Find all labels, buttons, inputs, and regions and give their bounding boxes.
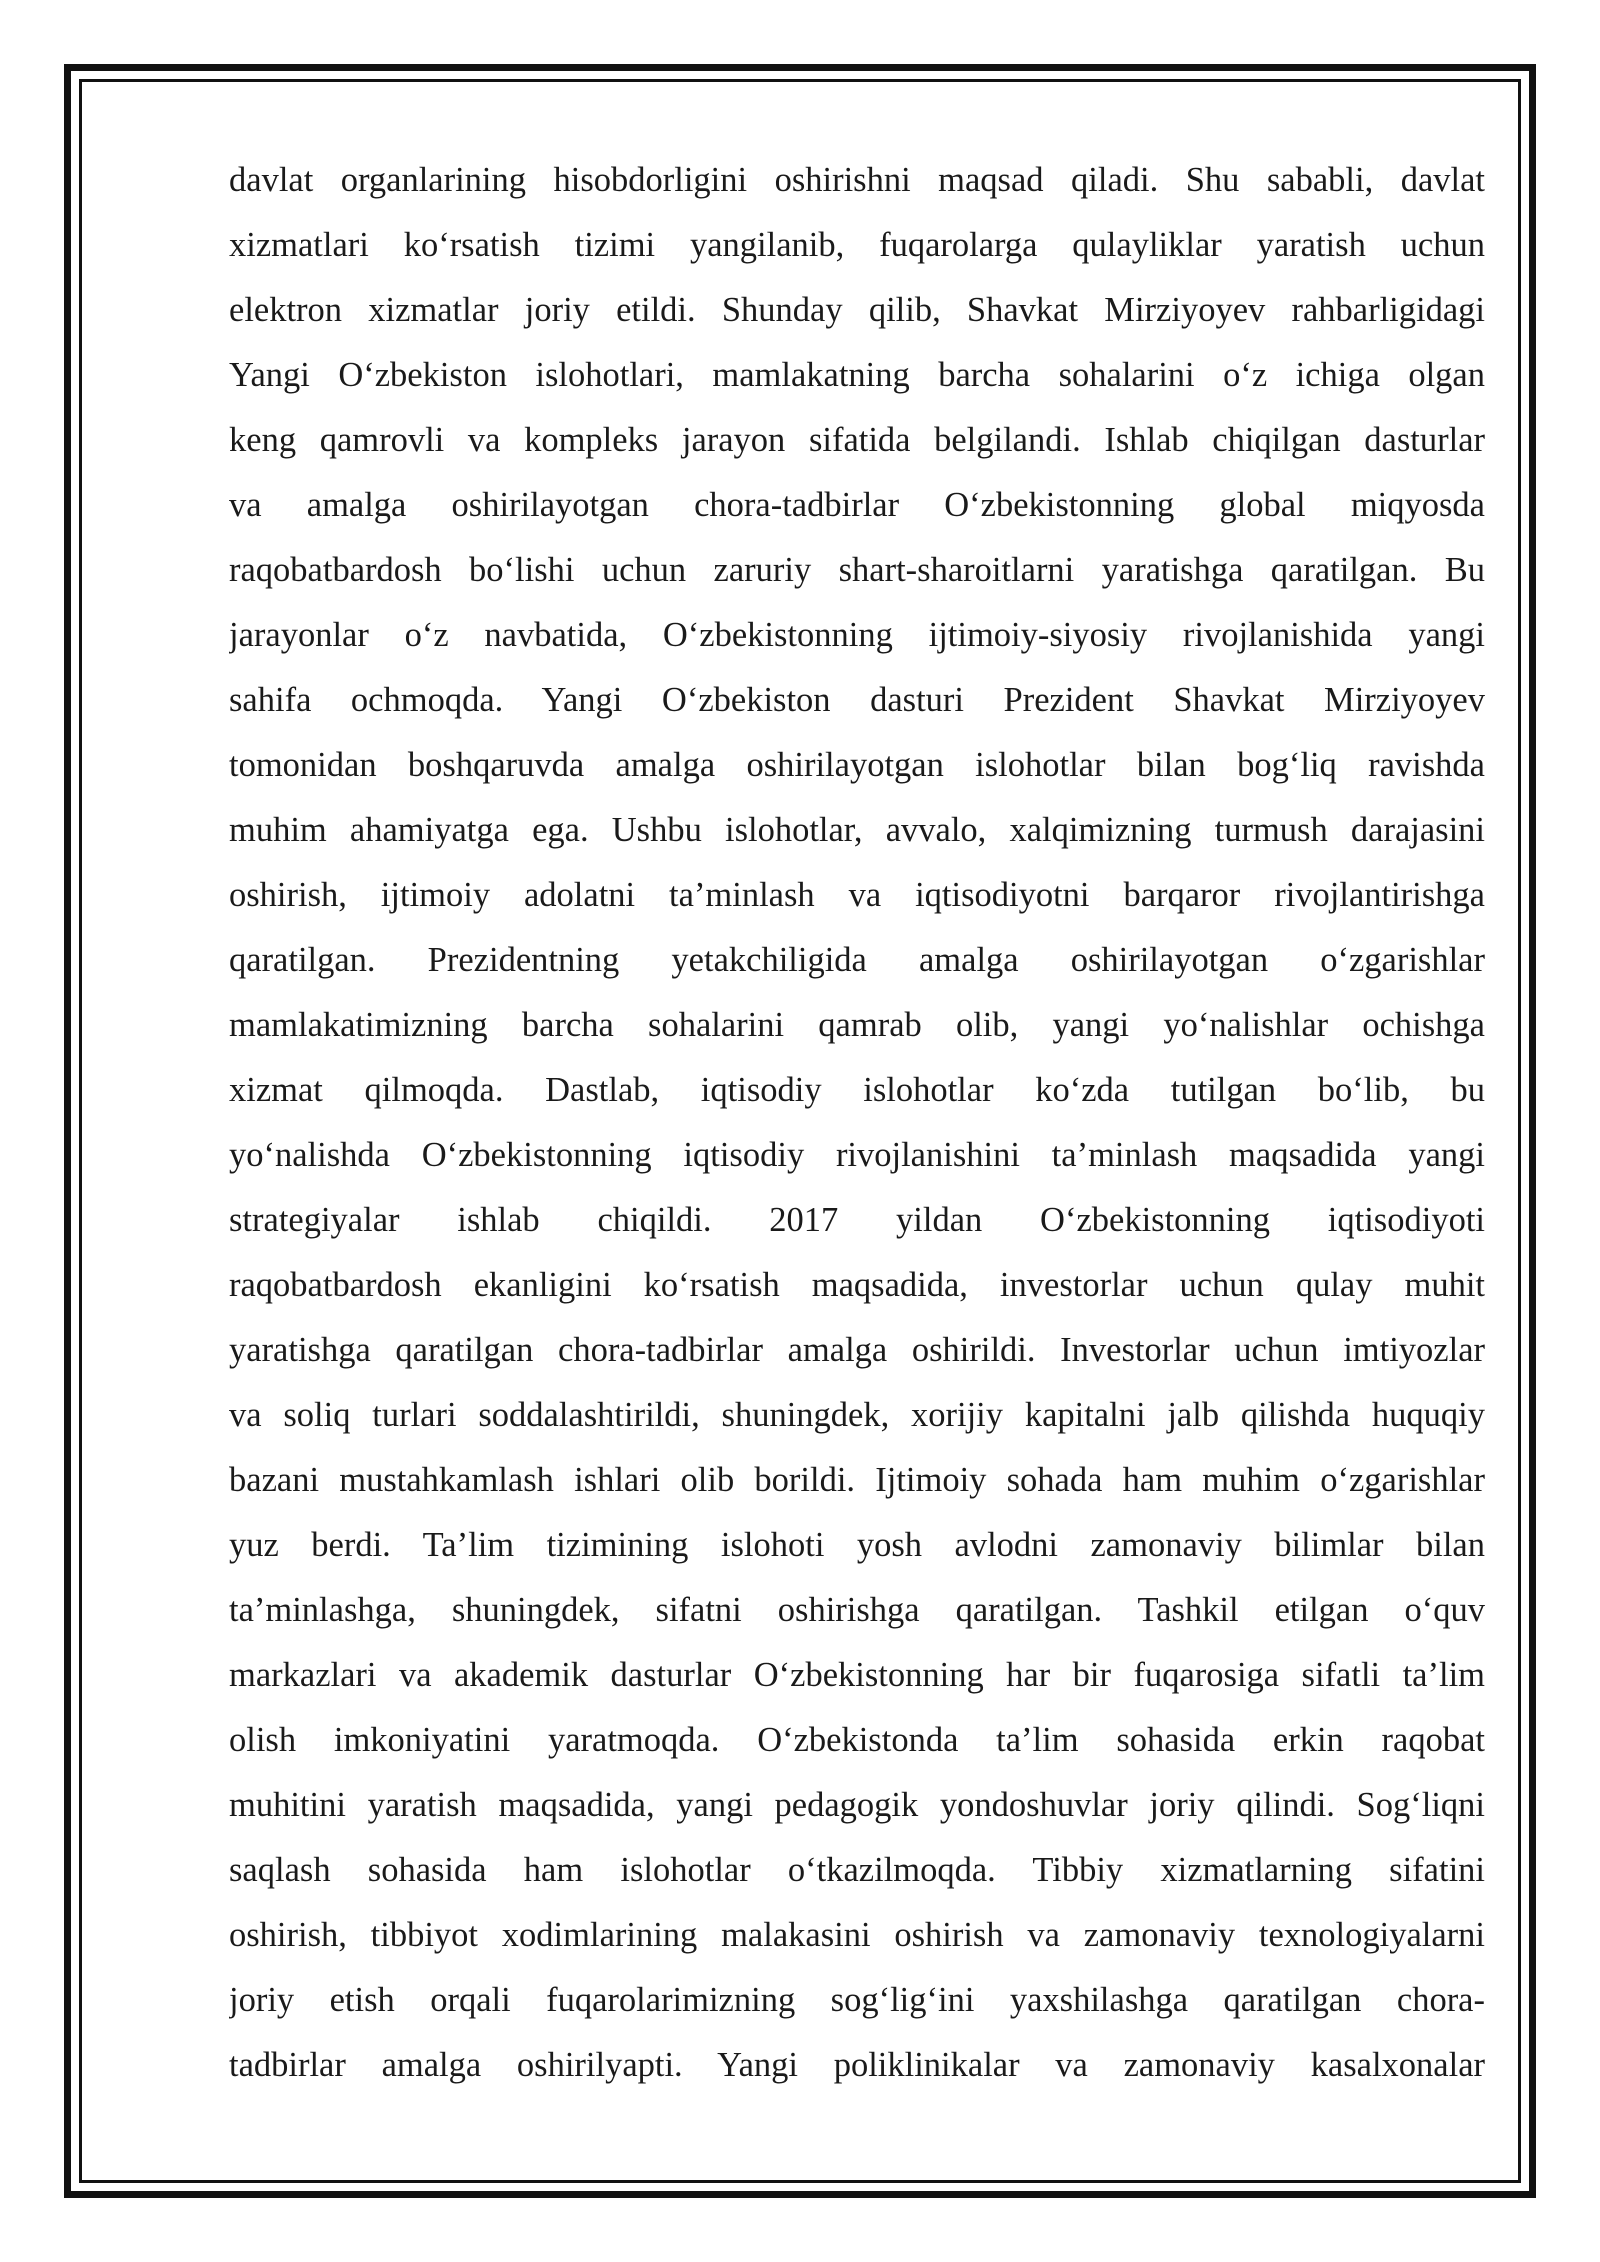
- text-line: yaratishga qaratilgan chora-tadbirlar amalga oshirildi. Investorlar uchun imtiyozlar: [229, 1331, 1485, 1369]
- text-line: va amalga oshirilayotgan chora-tadbirlar O‘zbekistonning global miqyosda: [229, 486, 1485, 524]
- text-line: tomonidan boshqaruvda amalga oshirilayotgan islohotlar bilan bog‘liq ravishda: [229, 746, 1485, 784]
- text-line: xizmat qilmoqda. Dastlab, iqtisodiy islohotlar ko‘zda tutilgan bo‘lib, bu: [229, 1071, 1485, 1109]
- text-line: elektron xizmatlar joriy etildi. Shunday qilib, Shavkat Mirziyoyev rahbarligidagi: [229, 291, 1485, 329]
- text-line: muhim ahamiyatga ega. Ushbu islohotlar, avvalo, xalqimizning turmush darajasini: [229, 811, 1485, 849]
- text-line: bazani mustahkamlash ishlari olib borildi. Ijtimoiy sohada ham muhim o‘zgarishlar: [229, 1461, 1485, 1499]
- text-line: jarayonlar o‘z navbatida, O‘zbekistonning ijtimoiy-siyosiy rivojlanishida yangi: [229, 616, 1485, 654]
- text-line: yuz berdi. Ta’lim tizimining islohoti yosh avlodni zamonaviy bilimlar bilan: [229, 1526, 1485, 1564]
- text-line: oshirish, tibbiyot xodimlarining malakasini oshirish va zamonaviy texnologiyalarni: [229, 1916, 1485, 1954]
- text-line: markazlari va akademik dasturlar O‘zbekistonning har bir fuqarosiga sifatli ta’lim: [229, 1656, 1485, 1694]
- text-line: mamlakatimizning barcha sohalarini qamrab olib, yangi yo‘nalishlar ochishga: [229, 1006, 1485, 1044]
- text-line: sahifa ochmoqda. Yangi O‘zbekiston dasturi Prezident Shavkat Mirziyoyev: [229, 681, 1485, 719]
- text-line: keng qamrovli va kompleks jarayon sifatida belgilandi. Ishlab chiqilgan dasturlar: [229, 421, 1485, 459]
- text-line: qaratilgan. Prezidentning yetakchiligida amalga oshirilayotgan o‘zgarishlar: [229, 941, 1485, 979]
- text-line: joriy etish orqali fuqarolarimizning sog‘lig‘ini yaxshilashga qaratilgan chora-: [229, 1981, 1485, 2019]
- text-line: oshirish, ijtimoiy adolatni ta’minlash va iqtisodiyotni barqaror rivojlantirishga: [229, 876, 1485, 914]
- text-line: davlat organlarining hisobdorligini oshirishni maqsad qiladi. Shu sababli, davlat: [229, 161, 1485, 199]
- text-line: olish imkoniyatini yaratmoqda. O‘zbekistonda ta’lim sohasida erkin raqobat: [229, 1721, 1485, 1759]
- text-line: raqobatbardosh ekanligini ko‘rsatish maqsadida, investorlar uchun qulay muhit: [229, 1266, 1485, 1304]
- text-line: raqobatbardosh bo‘lishi uchun zaruriy shart-sharoitlarni yaratishga qaratilgan. Bu: [229, 551, 1485, 589]
- text-line: tadbirlar amalga oshirilyapti. Yangi poliklinikalar va zamonaviy kasalxonalar: [229, 2046, 1485, 2084]
- text-line: Yangi O‘zbekiston islohotlari, mamlakatning barcha sohalarini o‘z ichiga olgan: [229, 356, 1485, 394]
- text-line: va soliq turlari soddalashtirildi, shuningdek, xorijiy kapitalni jalb qilishda huquqiy: [229, 1396, 1485, 1434]
- text-line: strategiyalar ishlab chiqildi. 2017 yildan O‘zbekistonning iqtisodiyoti: [229, 1201, 1485, 1239]
- text-line: saqlash sohasida ham islohotlar o‘tkazilmoqda. Tibbiy xizmatlarning sifatini: [229, 1851, 1485, 1889]
- text-line: ta’minlashga, shuningdek, sifatni oshirishga qaratilgan. Tashkil etilgan o‘quv: [229, 1591, 1485, 1629]
- document-body: [229, 148, 1485, 2098]
- text-line: yo‘nalishda O‘zbekistonning iqtisodiy rivojlanishini ta’minlash maqsadida yangi: [229, 1136, 1485, 1174]
- text-line: muhitini yaratish maqsadida, yangi pedagogik yondoshuvlar joriy qilindi. Sog‘liqni: [229, 1786, 1485, 1824]
- text-line: xizmatlari ko‘rsatish tizimi yangilanib, fuqarolarga qulayliklar yaratish uchun: [229, 226, 1485, 264]
